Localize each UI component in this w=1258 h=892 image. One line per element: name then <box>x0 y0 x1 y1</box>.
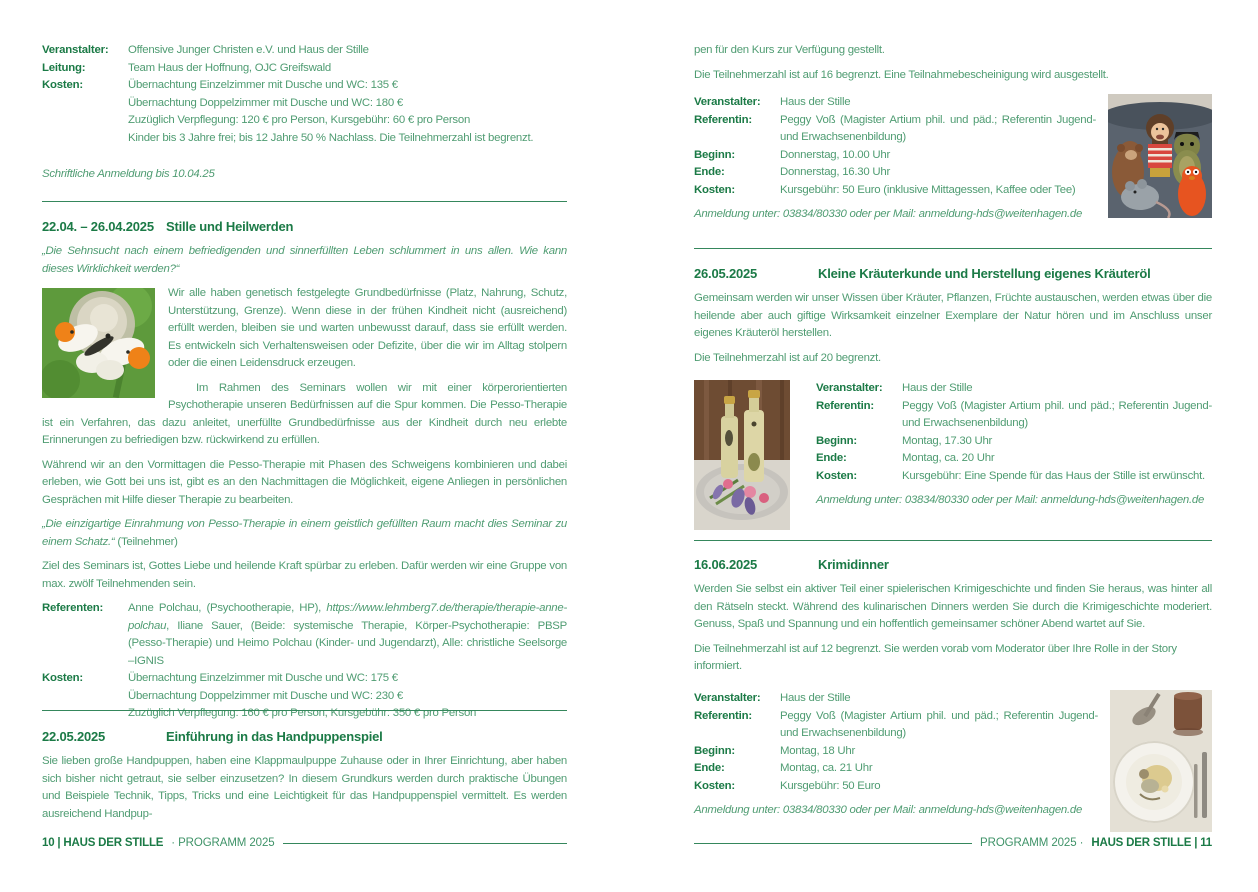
info-value: Peggy Voß (Magister Artium phil. und päd.; Referentin Jugend- und Erwachsenenbildung) <box>902 399 1212 429</box>
info-label: Ende: <box>694 762 725 774</box>
footer-program-label: · PROGRAMM 2025 <box>171 837 275 849</box>
kosten-line: Zuzüglich Verpflegung: 120 € pro Person, Kursgebühr: 60 € pro Person <box>128 114 471 126</box>
therapist-url-link[interactable]: https://www.lehmberg7.de/therapie/therapie-anne-polchau <box>128 602 567 632</box>
section-divider <box>42 201 567 202</box>
oil-bottles-photo <box>694 380 790 530</box>
anmeldung-contact-line: Anmeldung unter: 03834/80330 oder per Mail: anmeldung-hds@weitenhagen.de <box>694 804 1083 816</box>
kosten-line: Übernachtung Einzelzimmer mit Dusche und WC: 135 € <box>128 79 398 91</box>
seminar-paragraph-3: Während wir an den Vormittagen die Pesso-Therapie mit Phasen des Schweigens kombinieren und dabei erleben, wie Gott bei uns ist, gibt es an den Nachmittagen die Möglichkeit, eigene Anliegen in persönlichen Gesprächen mit Hilfe dieser Therapie zu bearbeiten. <box>42 458 567 506</box>
info-value: Kursgebühr: 50 Euro <box>780 779 881 792</box>
kosten-lines <box>128 77 567 147</box>
section-stille-und-heilwerden <box>42 219 567 723</box>
event-info-block-ojc <box>42 42 567 147</box>
section-date: 16.06.2025 <box>694 557 758 572</box>
kosten-lines <box>128 670 567 723</box>
info-value: Team Haus der Hoffnung, OJC Greifswald <box>128 61 332 74</box>
info-label: Referentin: <box>694 709 752 722</box>
info-rows <box>816 380 1212 530</box>
footer-rule <box>694 843 972 844</box>
info-label: Beginn: <box>694 148 735 161</box>
info-label: Veranstalter: <box>42 44 109 56</box>
info-label: Referentin: <box>694 113 752 126</box>
section-heading <box>694 266 1212 282</box>
section-date: 22.05.2025 <box>42 729 106 744</box>
referenten-row <box>42 600 567 670</box>
info-value: Montag, 18 Uhr <box>780 744 856 757</box>
handpuppen-paragraph: Sie lieben große Handpuppen, haben eine Klappmaulpuppe Zuhause oder in Ihrer Einrichtung, aber haben sich bisher nicht getraut, sie selber einzusetzen? In diesem Grundkurs werden durch praktische Übungen und Beispiele Technik, Tipps, Tricks und eine Leichtigkeit für das Handpuppenspiel vermittelt. Es werden ausreichend Handpup- <box>42 755 567 820</box>
kosten-row <box>42 670 567 723</box>
anmeldung-contact-line: Anmeldung unter: 03834/80330 oder per Mail: anmeldung-hds@weitenhagen.de <box>816 494 1205 506</box>
referenten-text: , Iliane Sauer, (Beide: systemische Therapie, Körper-Psychotherapie: PBSP (Pesso-Therapie) und Heimo Polchau (Kinder- und Jugendarzt), Alle: christliche Seelsorge –IGNIS <box>128 619 567 667</box>
seminar-body <box>42 285 567 450</box>
right-page-column <box>694 42 1212 852</box>
kosten-line: Zuzüglich Verpflegung: 160 € pro Person, Kursgebühr: 350 € pro Person <box>128 707 477 719</box>
section-date: 22.04. – 26.04.2025 <box>42 219 154 234</box>
referenten-label: Referenten: <box>42 602 104 614</box>
info-row-kosten <box>42 77 567 147</box>
section-title: Einführung in das Handpuppenspiel <box>166 729 383 744</box>
info-label: Beginn: <box>816 434 857 447</box>
participant-quote-attribution: (Teilnehmer) <box>114 535 178 548</box>
section-handpuppenspiel <box>42 729 567 830</box>
info-value: Haus der Stille <box>902 382 973 394</box>
footer-page-brand: HAUS DER STILLE | 11 <box>1091 837 1212 849</box>
info-value: Montag, 17.30 Uhr <box>902 434 993 447</box>
seminar-paragraph-2: Im Rahmen des Seminars wollen wir mit einer körperorientierten Psychotherapie unseren Bedürfnissen auf die Spur kommen. Die Pesso-Therapie ist ein Verfahren, das dazu anleitet, unerfüllte Grundbedürfnisse aus der Kindheit durch neu erlebte Erinnerungen zu befriedigen bzw. rückwirkend zu erfüllen. <box>42 381 567 446</box>
info-value: Donnerstag, 16.30 Uhr <box>780 166 890 178</box>
seminar-paragraph-4: Ziel des Seminars ist, Gottes Liebe und heilende Kraft spürbar zu erleben. Dafür werden wir eine Gruppe von max. zwölf Teilnehmenden sein. <box>42 560 567 590</box>
kosten-line: Übernachtung Doppelzimmer mit Dusche und WC: 230 € <box>128 689 403 702</box>
info-label: Veranstalter: <box>816 382 883 394</box>
kosten-line: Übernachtung Einzelzimmer mit Dusche und WC: 175 € <box>128 672 398 684</box>
info-value: Montag, ca. 20 Uhr <box>902 452 995 464</box>
info-value: Kursgebühr: Eine Spende für das Haus der Stille ist erwünscht. <box>902 469 1205 482</box>
section-kraeuterkunde <box>694 266 1212 374</box>
event-info-block-kraeuter <box>694 380 1212 530</box>
footer-right <box>694 836 1212 850</box>
section-divider <box>42 710 567 711</box>
info-label: Kosten: <box>694 183 735 196</box>
info-value: Offensive Junger Christen e.V. und Haus der Stille <box>128 44 369 56</box>
section-divider <box>694 540 1212 541</box>
dinner-photo <box>1110 690 1212 832</box>
seminar-paragraph-1: Wir alle haben genetisch festgelegte Grundbedürfnisse (Platz, Nahrung, Schutz, Unterstützung, Grenze). Wenn diese in der frühen Kindheit nicht (ausreichend) erfüllt werden, bleiben sie und warten unbewusst darauf, dass sie erfüllt werden. Es entwickeln sich Verhaltensweisen oder Defizite, über die wir im Alltag stolpern oder die einen Leidensdruck erzeugen. <box>168 287 567 369</box>
section-title: Krimidinner <box>818 557 889 572</box>
section-title: Kleine Kräuterkunde und Herstellung eigenes Kräuteröl <box>818 266 1151 281</box>
kosten-line: Kinder bis 3 Jahre frei; bis 12 Jahre 50 % Nachlass. Die Teilnehmerzahl ist begrenzt. <box>128 131 534 144</box>
registration-deadline-note: Schriftliche Anmeldung bis 10.04.25 <box>42 168 215 180</box>
info-row <box>42 42 567 60</box>
kosten-label: Kosten: <box>42 672 83 684</box>
info-value: Donnerstag, 10.00 Uhr <box>780 148 890 161</box>
section-heading <box>42 219 567 235</box>
info-value: Peggy Voß (Magister Artium phil. und päd.; Referentin Jugend- und Erwachsenenbildung) <box>780 113 1096 143</box>
section-divider <box>694 248 1212 249</box>
info-value: Montag, ca. 21 Uhr <box>780 762 873 774</box>
krimi-paragraph: Werden Sie selbst ein aktiver Teil einer spielerischen Krimigeschichte und finden Sie heraus, was hinter all den Rätseln steckt. Während des kulinarischen Dinners werden Sie durch die Krimigeschichte moderiert. Genuss, Spaß und Spannung und ein hoffentlich gemeinsamer schöner Abend wartet auf Sie. <box>694 583 1212 630</box>
referenten-value <box>128 600 567 670</box>
info-label: Kosten: <box>694 779 735 792</box>
info-label: Kosten: <box>42 79 83 91</box>
section-heading <box>42 729 567 745</box>
info-label: Kosten: <box>816 469 857 482</box>
left-page-column <box>42 42 567 852</box>
footer-rule <box>283 843 567 844</box>
info-label: Leitung: <box>42 61 86 74</box>
anmeldung-contact-line: Anmeldung unter: 03834/80330 oder per Mail: anmeldung-hds@weitenhagen.de <box>694 208 1083 220</box>
footer-left <box>42 836 567 850</box>
info-value: Peggy Voß (Magister Artium phil. und päd.; Referentin Jugend- und Erwachsenenbildung) <box>780 709 1098 739</box>
info-value: Haus der Stille <box>780 96 851 108</box>
info-label: Veranstalter: <box>694 692 761 704</box>
intro-quote: „Die Sehnsucht nach einem befriedigenden und sinnerfüllten Leben schlummert in uns allen. Wie kann dieses Wirklichkeit werden?“ <box>42 245 567 275</box>
participant-limit-20: Die Teilnehmerzahl ist auf 20 begrenzt. <box>694 351 881 364</box>
kraeuter-paragraph: Gemeinsam werden wir unser Wissen über Kräuter, Pflanzen, Früchte austauschen, werden etwas über die heilende aber auch giftige Wirksamkeit einzelner Exemplare der Natur hören und im Anschluss unser eigenes Kräuteröl herstellen. <box>694 292 1212 339</box>
info-rows <box>694 690 1098 832</box>
info-label: Ende: <box>694 166 725 178</box>
participant-quote-text: „Die einzigartige Einrahmung von Pesso-Therapie in einem geistlich gefüllten Raum macht dies Seminar zu einem Schatz.“ <box>42 518 567 548</box>
footer-page-brand: 10 | HAUS DER STILLE <box>42 837 164 849</box>
event-info-block-handpuppen <box>694 94 1212 224</box>
handpuppen-continuation: pen für den Kurs zur Verfügung gestellt. <box>694 44 885 56</box>
puppets-photo <box>1108 94 1212 218</box>
referenten-text: Anne Polchau, (Psychootherapie, HP), <box>128 602 327 614</box>
event-info-block-krimi <box>694 690 1212 832</box>
butterfly-photo <box>42 288 155 398</box>
info-label: Beginn: <box>694 744 735 757</box>
participant-limit-12: Die Teilnehmerzahl ist auf 12 begrenzt. Sie werden vorab vom Moderator über Ihre Rolle in der Story informiert. <box>694 642 1177 672</box>
info-rows <box>694 94 1096 224</box>
info-value: Kursgebühr: 50 Euro (inklusive Mittagessen, Kaffee oder Tee) <box>780 183 1076 196</box>
kosten-line: Übernachtung Doppelzimmer mit Dusche und WC: 180 € <box>128 96 403 109</box>
info-row <box>42 60 567 78</box>
info-label: Ende: <box>816 452 847 464</box>
info-label: Veranstalter: <box>694 96 761 108</box>
participant-quote <box>42 516 567 551</box>
footer-program-label: PROGRAMM 2025 · <box>980 837 1084 849</box>
section-krimidinner <box>694 557 1212 683</box>
info-value: Haus der Stille <box>780 692 851 704</box>
info-label: Referentin: <box>816 399 874 412</box>
section-title: Stille und Heilwerden <box>166 219 294 234</box>
section-date: 26.05.2025 <box>694 266 758 281</box>
participant-limit-16: Die Teilnehmerzahl ist auf 16 begrenzt. Eine Teilnahmebescheinigung wird ausgestellt. <box>694 69 1109 81</box>
section-heading <box>694 557 1212 573</box>
